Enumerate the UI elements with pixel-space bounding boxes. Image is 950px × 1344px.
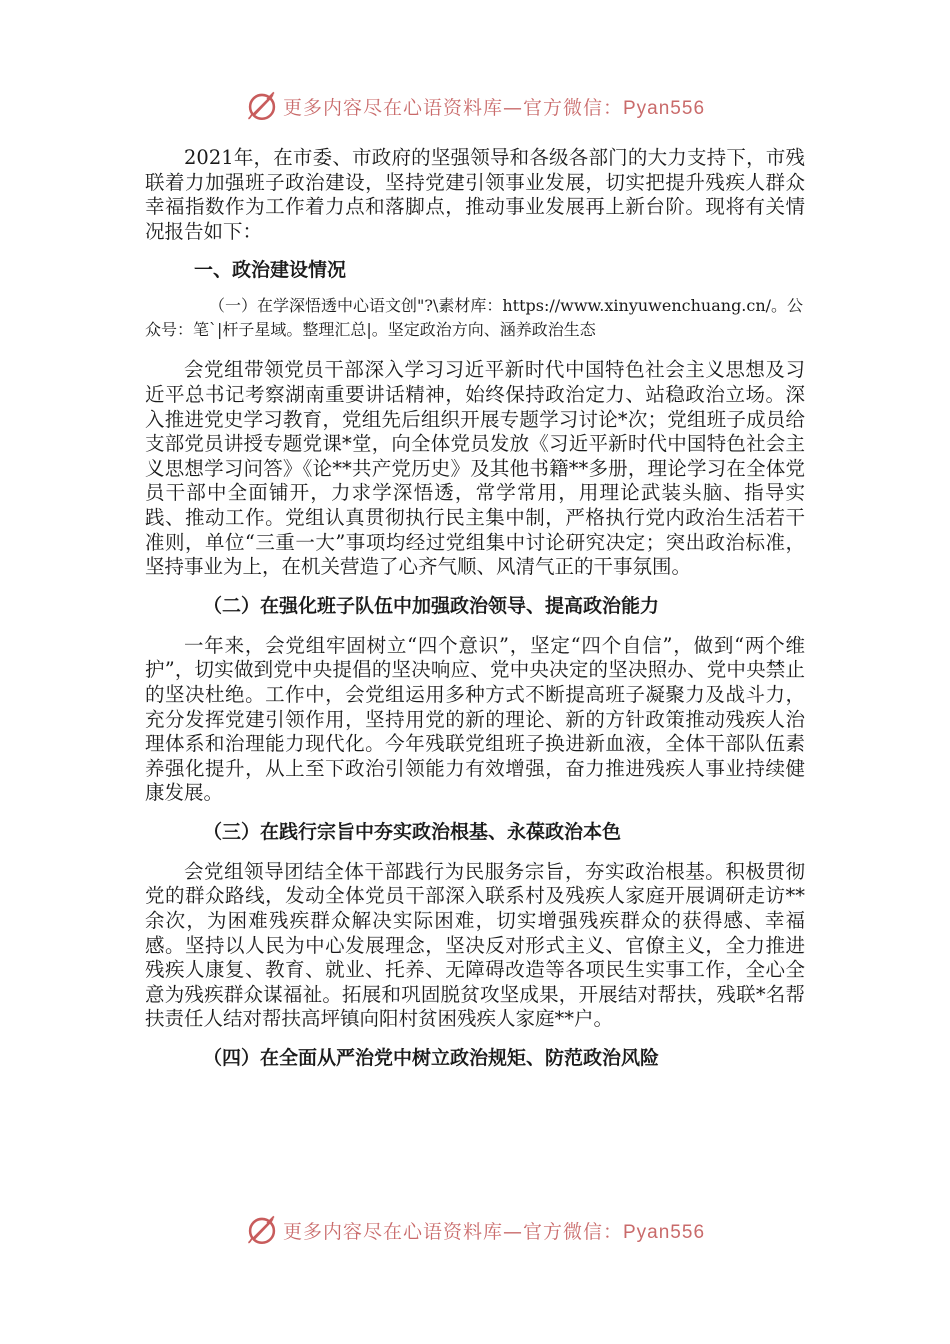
body-paragraph: 会党组领导团结全体干部践行为民服务宗旨，夯实政治根基。积极贯彻党的群众路线，发动全体党员干部深入联系村及残疾人家庭开展调研走访**余次，为困难残疾群众解决实际困难，切实增强残疾群众的获得感、幸福感。坚持以人民为中心发展理念，坚决反对形式主义、官僚主义，全力推进残疾人康复、教育、就业、托养、无障碍改造等各项民生实事工作，全心全意为残疾群众谋福祉。拓展和巩固脱贫攻坚成果，开展结对帮扶，残联*名帮扶责任人结对帮扶高坪镇向阳村贫困残疾人家庭**户。: [145, 859, 805, 1031]
banner-text: 更多内容尽在心语资料库—官方微信：Pyan556: [282, 96, 706, 119]
subsection-heading: （三）在践行宗旨中夯实政治根基、永葆政治本色: [203, 820, 622, 843]
header-banner: [0, 88, 950, 124]
quill-pen-logo-icon: [245, 89, 279, 123]
body-paragraph: 会党组带领党员干部深入学习习近平新时代中国特色社会主义思想及习近平总书记考察湖南重要讲话精神，始终保持政治定力、站稳政治立场。深入推进党史学习教育，党组先后组织开展专题学习讨论*次；党组班子成员给支部党员讲授专题党课*堂，向全体党员发放《习近平新时代中国特色社会主义思想学习问答》《论**共产党历史》及其他书籍**多册，理论学习在全体党员干部中全面铺开，力求学深悟透，常学常用，用理论武装头脑、指导实践、推动工作。党组认真贯彻执行民主集中制，严格执行党内政治生活若干准则，单位“三重一大”事项均经过党组集中讨论研究决定；突出政治标准，坚持事业为上，在机关营造了心齐气顺、风清气正的干事氛围。: [145, 358, 805, 579]
banner-text: 更多内容尽在心语资料库—官方微信：Pyan556: [282, 1220, 706, 1243]
section-heading: 一、政治建设情况: [194, 259, 347, 282]
quill-pen-logo-icon: [245, 1213, 279, 1247]
subsection-heading-with-source-note: （一）在学深悟透中心语文创"?\素材库：https://www.xinyuwenchuang.cn/。公众号：笔`|杆子星域。整理汇总|。坚定政治方向、涵养政治生态: [145, 296, 804, 340]
intro-paragraph: 2021年，在市委、市政府的坚强领导和各级各部门的大力支持下，市残联着力加强班子政治建设，坚持党建引领事业发展，切实把提升残疾人群众幸福指数作为工作着力点和落脚点，推动事业发展再上新台阶。现将有关情况报告如下：: [145, 146, 805, 243]
subsection-heading: （二）在强化班子队伍中加强政治领导、提高政治能力: [203, 594, 660, 617]
document-body: [145, 146, 805, 1070]
banner-handle: Pyan556: [623, 1221, 706, 1243]
banner-handle: Pyan556: [623, 97, 706, 119]
footer-banner: [0, 1212, 950, 1248]
subsection-heading: （四）在全面从严治党中树立政治规矩、防范政治风险: [203, 1047, 660, 1070]
body-paragraph: 一年来，会党组牢固树立“四个意识”，坚定“四个自信”，做到“两个维护”，切实做到党中央提倡的坚决响应、党中央决定的坚决照办、党中央禁止的坚决杜绝。工作中，会党组运用多种方式不断提高班子凝聚力及战斗力，充分发挥党建引领作用，坚持用党的新的理论、新的方针政策推动残疾人治理体系和治理能力现代化。今年残联党组班子换进新血液，全体干部队伍素养强化提升，从上至下政治引领能力有效增强，奋力推进残疾人事业持续健康发展。: [145, 633, 805, 805]
